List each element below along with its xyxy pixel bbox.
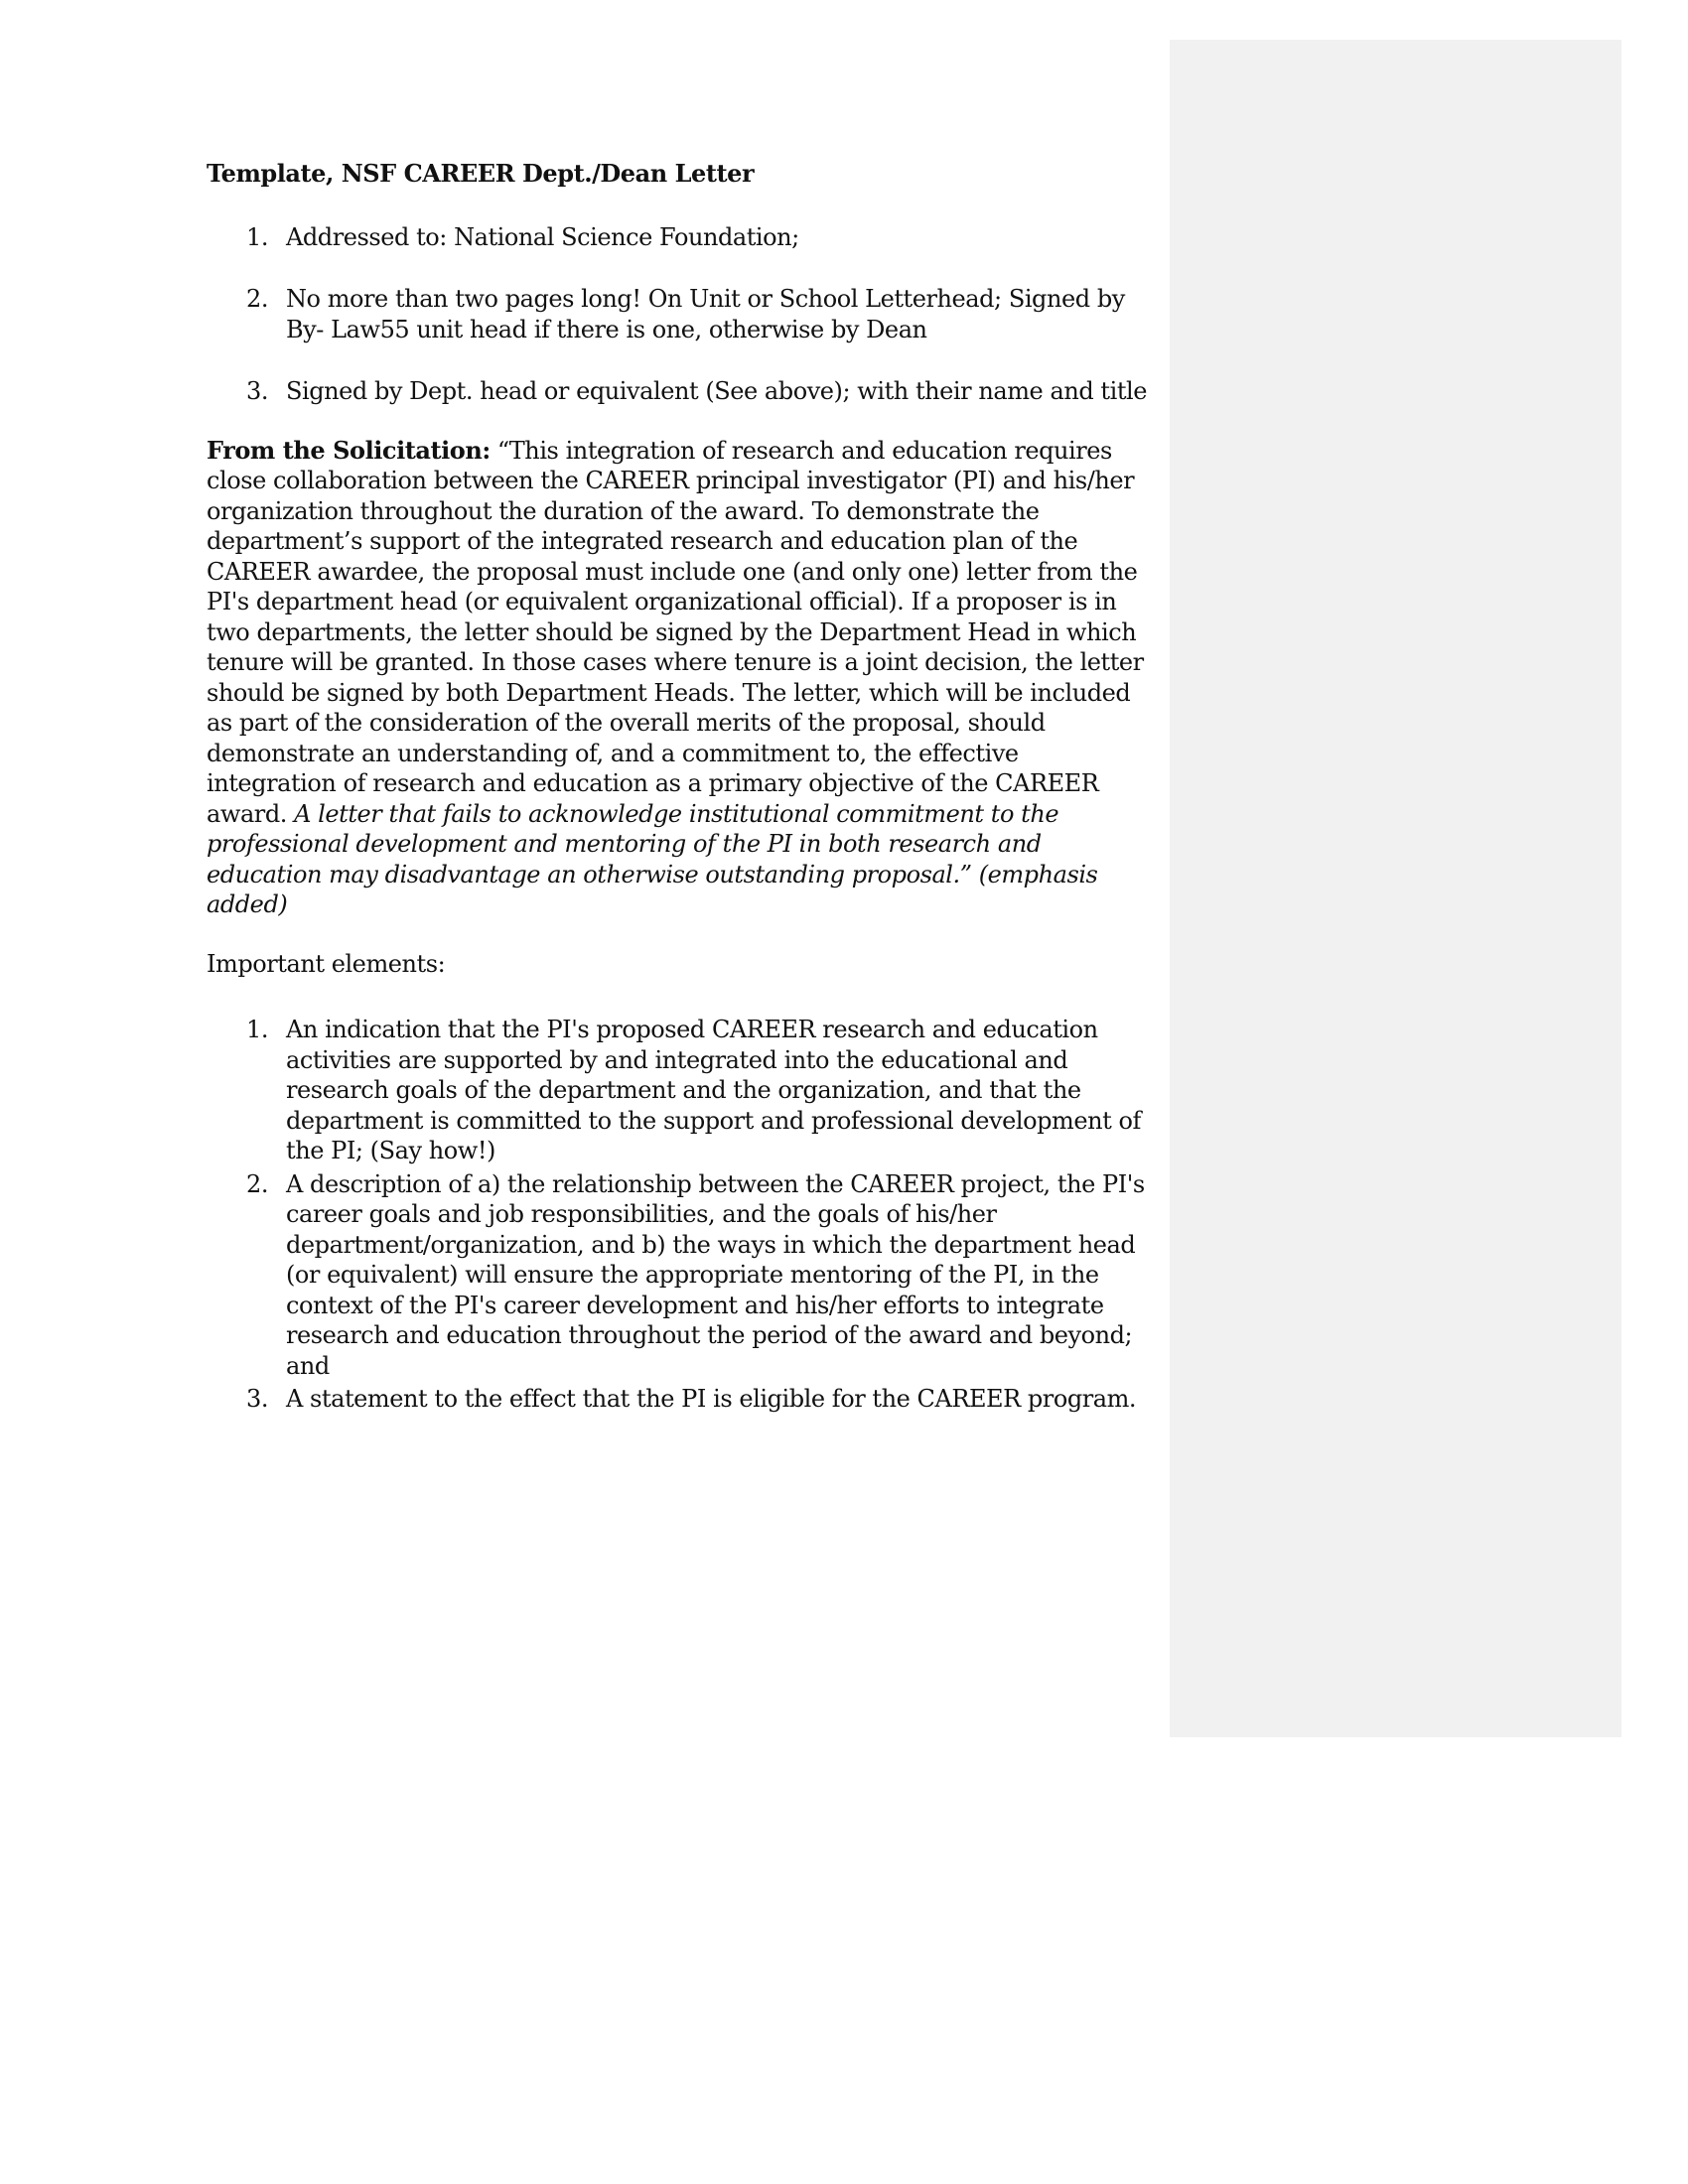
comment-pane [1170,40,1621,1737]
list-number: 1. [246,1016,268,1043]
solicitation-body: “This integration of research and education requires close collaboration between the CAREER principal investigator (PI) and his/her organization throughout the duration of the award. To demonstrate the department’s support of the integrated research and education plan of the CAREER awardee, the proposal must include one (and only one) letter from the PI's department head (or equivalent organizational official). If a proposer is in two departments, the letter should be signed by the Department Head in which tenure will be granted. In those cases where tenure is a joint decision, the letter should be signed by both Department Heads. The letter, which will be included as part of the consideration of the overall merits of the proposal, should demonstrate an understanding of, and a commitment to, the effective integration of research and education as a primary objective of the CAREER award. [207,436,1144,828]
requirements-list [207,222,1150,407]
document-title: Template, NSF CAREER Dept./Dean Letter [207,159,755,188]
list-number: 3. [246,1385,268,1413]
document-body [207,159,1150,1418]
list-item [207,1169,1150,1382]
list-item [207,376,1150,407]
important-elements-heading: Important elements: [207,949,446,978]
list-item [207,1384,1150,1415]
list-number: 3. [246,377,268,405]
solicitation-paragraph [207,436,1150,920]
list-number: 2. [246,1169,268,1198]
list-item-text: A description of a) the relationship between the CAREER project, the PI's career goals and job responsibilities, and the goals of his/her department/organization, and b) the ways in which the department head (or equivalent) will ensure the appropriate mentoring of the PI, in the context of the PI's career development and his/her efforts to integrate research and education throughout the period of the award and beyond; and [286,1169,1145,1380]
list-item-text: A statement to the effect that the PI is eligible for the CAREER program. [286,1385,1137,1413]
solicitation-label: From the Solicitation: [207,435,491,465]
list-number: 1. [246,222,268,251]
list-item [207,222,1150,253]
solicitation-emphasis: A letter that fails to acknowledge institutional commitment to the professional development and mentoring of the PI in both research and education may disadvantage an otherwise outstanding proposal.” (emphasis added) [207,799,1098,918]
list-item [207,1015,1150,1166]
list-item-text: Addressed to: National Science Foundation; [286,222,799,251]
list-number: 2. [246,285,268,313]
list-item-text: Signed by Dept. head or equivalent (See above); with their name and title [286,377,1148,405]
list-item [207,284,1150,344]
list-item-text: An indication that the PI's proposed CAREER research and education activities are supported by and integrated into the educational and research goals of the department and the organization, and that the department is committed to the support and professional development of the PI; (Say how!) [286,1016,1141,1164]
important-elements-list [207,1015,1150,1415]
list-item-text: No more than two pages long! On Unit or School Letterhead; Signed by By- Law55 unit head if there is one, otherwise by Dean [286,285,1125,343]
